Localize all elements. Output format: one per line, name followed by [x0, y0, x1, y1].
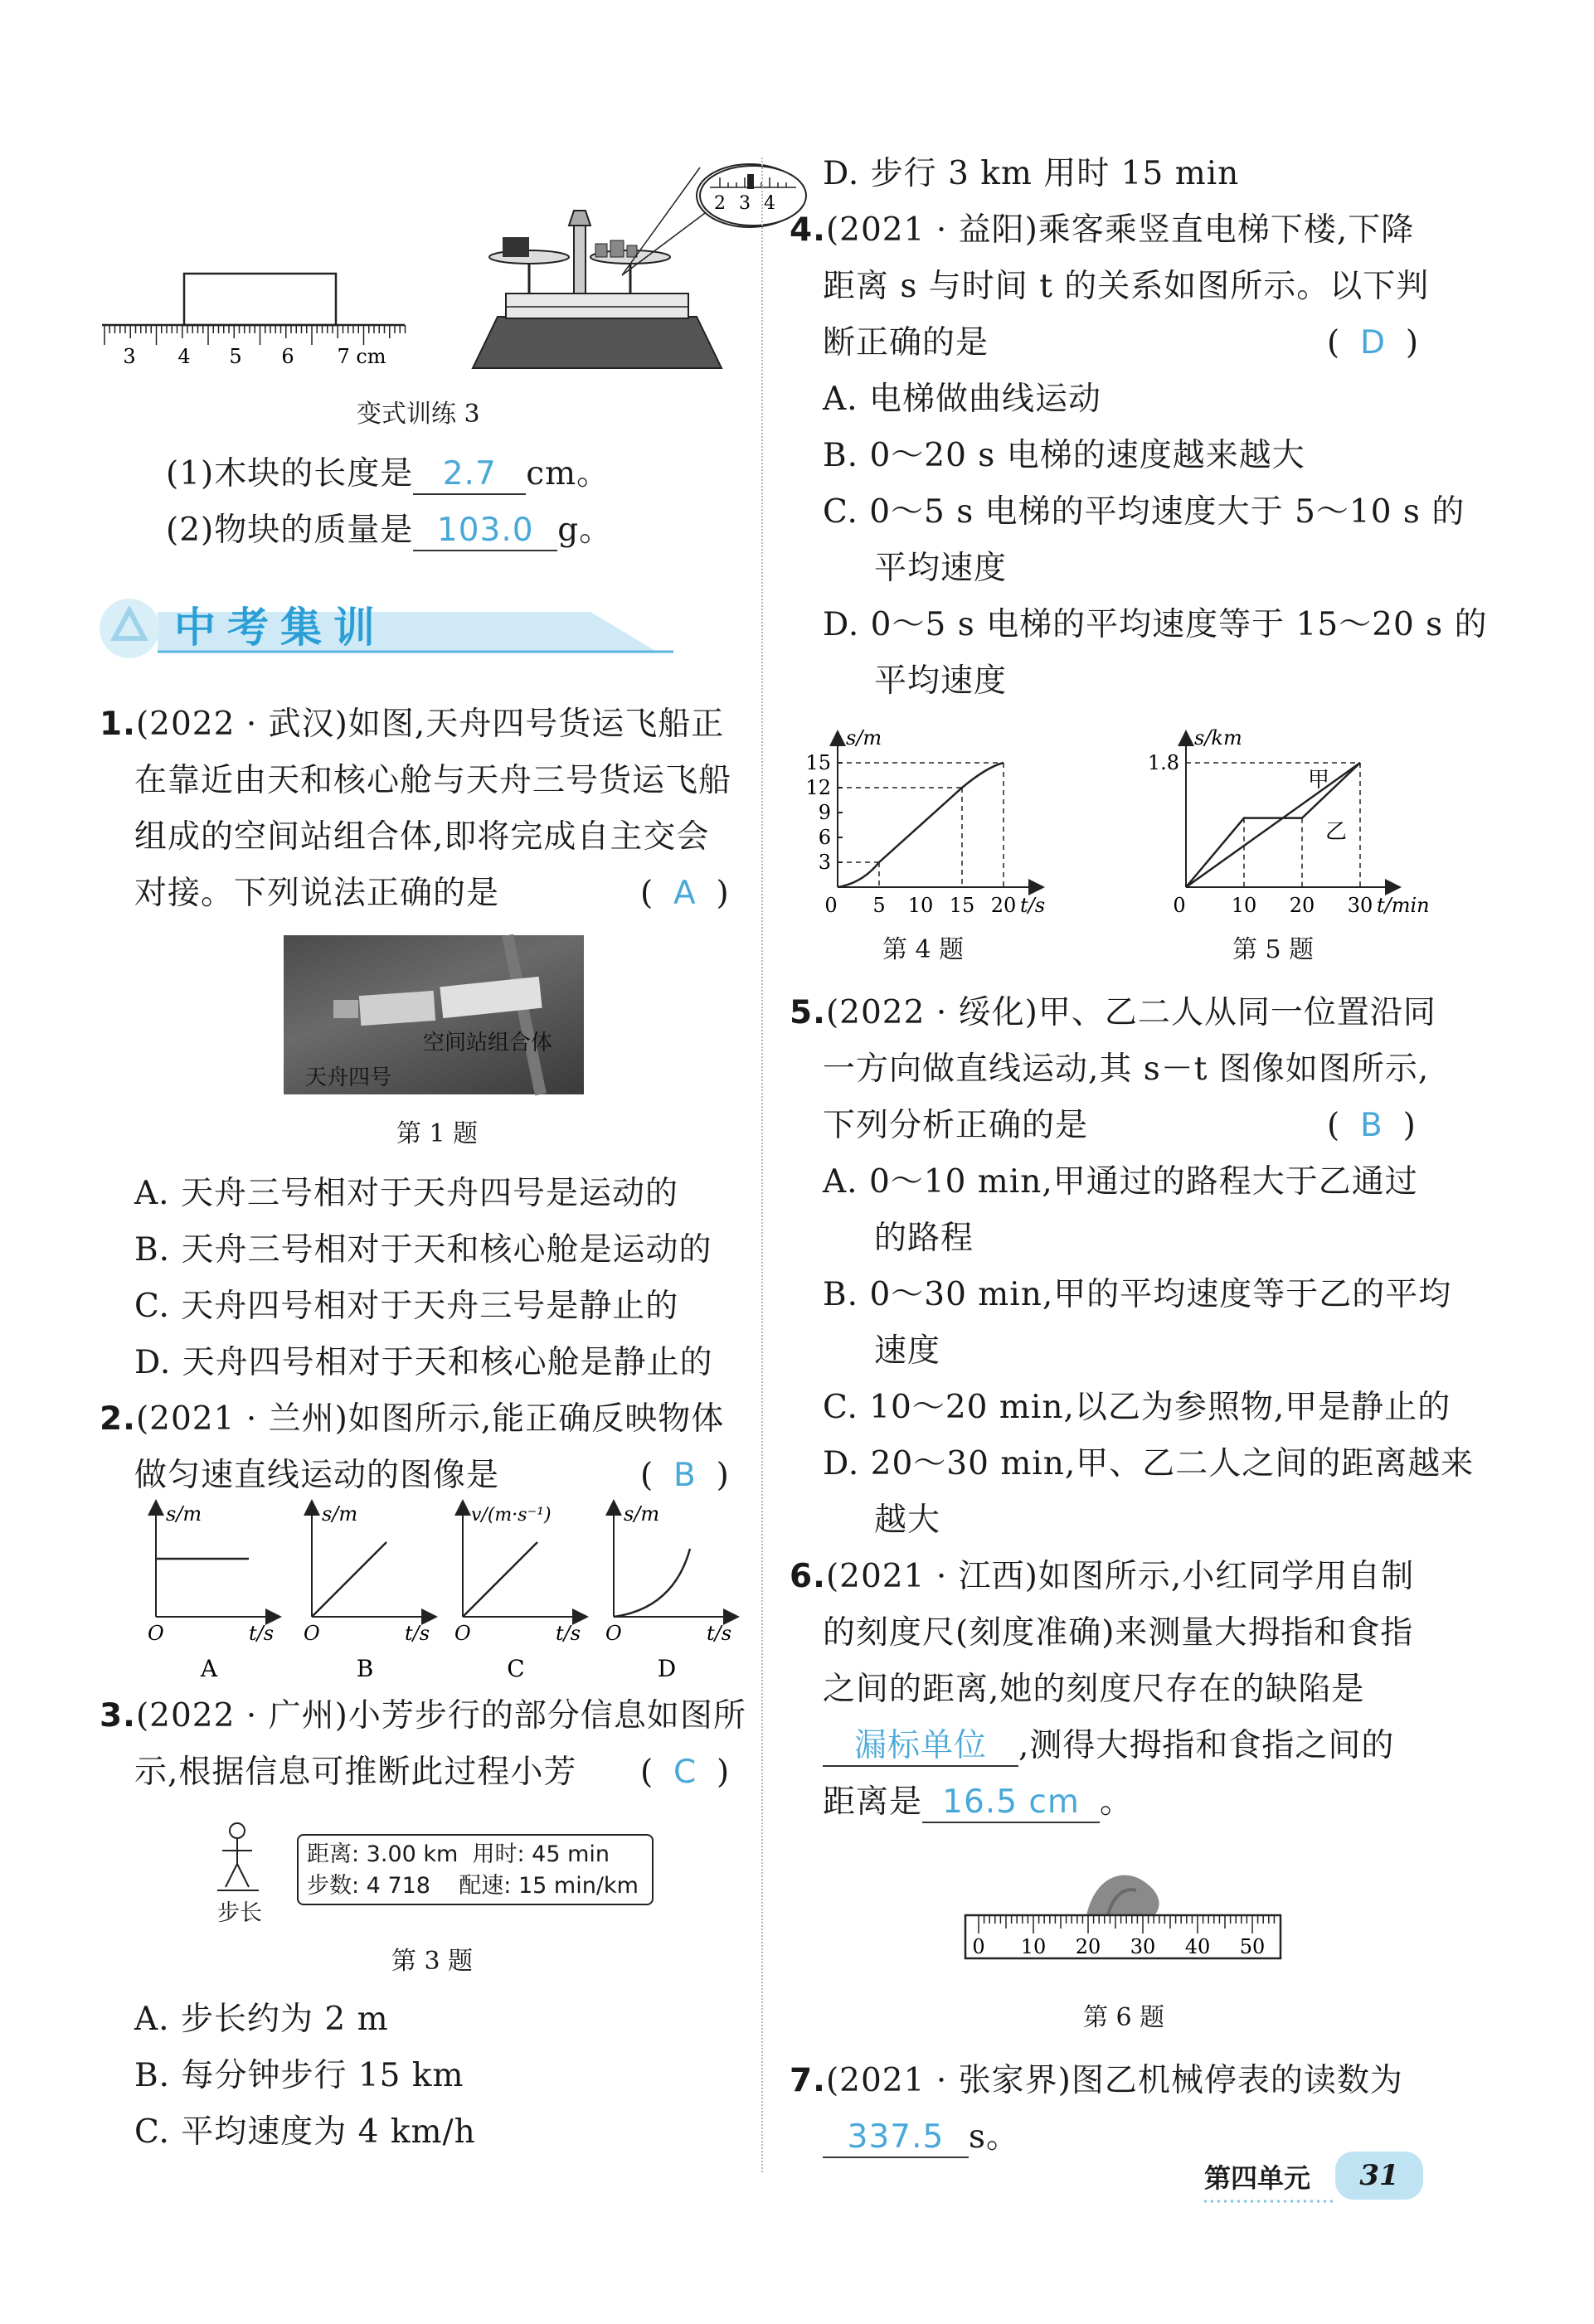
q2-graph-b — [304, 1502, 430, 1682]
q6-tick-30: 30 — [1130, 1935, 1156, 1958]
q4-option-d: D. 0～5 s 电梯的平均速度等于 15～20 s 的 — [823, 606, 1488, 643]
q2-answer-paren: ( B ) — [640, 1457, 729, 1494]
q2-answer: B — [673, 1457, 696, 1494]
walk-info-line-1: 距离: 3.00 km 用时: 45 min — [307, 1841, 610, 1867]
q5-option-b-cont: 速度 — [874, 1332, 941, 1370]
walk-info-box — [297, 1834, 654, 1905]
q4-option-d-cont: 平均速度 — [874, 662, 1008, 700]
q5-option-a-cont: 的路程 — [874, 1220, 974, 1257]
footer-dots — [1204, 2199, 1337, 2204]
graph-d-xlabel: t/s — [707, 1622, 732, 1645]
zoom-tick-2: 2 — [714, 193, 726, 214]
graph-d-origin: O — [605, 1622, 622, 1645]
variant-q2-line — [166, 502, 612, 559]
graph-a-xlabel: t/s — [249, 1622, 275, 1645]
q1-number: 1. — [100, 706, 136, 743]
step-length-label: 步长 — [217, 1900, 262, 1926]
ruler-body — [965, 1915, 1281, 1958]
q6-tick-20: 20 — [1075, 1935, 1101, 1958]
q4-ytick-12: 12 — [805, 776, 831, 799]
q3-option-b: B. 每分钟步行 15 km — [134, 2057, 464, 2094]
q5-option-c: C. 10～20 min,以乙为参照物,甲是静止的 — [823, 1389, 1451, 1426]
q2-graph-d — [605, 1502, 731, 1682]
q5-line-2: 一方向做直线运动,其 s－t 图像如图所示, — [823, 1050, 1430, 1088]
q4-ytick-9: 9 — [818, 801, 831, 824]
q5-xlabel: t/min — [1377, 894, 1430, 917]
footer-unit-label: 第四单元 — [1204, 2162, 1311, 2194]
q4-xtick-15: 15 — [949, 894, 975, 917]
q3-line-1 — [100, 1688, 746, 1744]
q5-option-b: B. 0～30 min,甲的平均速度等于乙的平均 — [823, 1276, 1452, 1313]
q1-line-3: 组成的空间站组合体,即将完成自主交会 — [134, 818, 710, 856]
q1-answer: A — [673, 875, 696, 912]
q3-option-c: C. 平均速度为 4 km/h — [134, 2113, 476, 2151]
q5-legend-jia: 甲 — [1308, 768, 1330, 793]
q4-chart — [796, 721, 1062, 920]
q1-caption: 第 1 题 — [396, 1119, 479, 1148]
q5-chart — [1120, 713, 1430, 920]
q6-number: 6. — [790, 1558, 826, 1595]
graph-d-label: D — [657, 1655, 677, 1682]
graph-c-xlabel: t/s — [556, 1622, 581, 1645]
photo-label-tianzhou4: 天舟四号 — [305, 1065, 392, 1090]
q4-origin: 0 — [824, 894, 838, 917]
variant-q1-suffix: cm。 — [526, 455, 610, 492]
q4-xtick-20: 20 — [990, 894, 1017, 917]
q4-answer: D — [1360, 324, 1386, 361]
wood-block — [184, 274, 336, 325]
q1-line-1 — [100, 696, 724, 753]
q7-line-1 — [790, 2053, 1403, 2109]
q6-line-5 — [823, 1774, 1133, 1831]
graph-c-ylabel: v/(m·s⁻¹) — [471, 1505, 552, 1526]
q1-line-4: 对接。下列说法正确的是 — [134, 875, 500, 912]
q4-line-2: 距离 s 与时间 t 的关系如图所示。以下判 — [823, 268, 1430, 305]
graph-c-line — [463, 1542, 537, 1617]
q4-text-1: (2021 · 益阳)乘客乘竖直电梯下楼,下降 — [825, 211, 1415, 249]
zoom-tick-4: 4 — [764, 193, 775, 214]
q5-legend-yi: 乙 — [1325, 819, 1348, 845]
q4-xlabel: t/s — [1020, 894, 1046, 917]
zoom-tick-3: 3 — [739, 193, 751, 214]
variant-q2-suffix: g。 — [557, 512, 613, 549]
q7-suffix: s。 — [969, 2118, 1020, 2156]
q2-graph-a — [148, 1502, 274, 1682]
q6-tick-40: 40 — [1184, 1935, 1211, 1958]
q5-number: 5. — [790, 994, 826, 1031]
recycle-icon — [100, 599, 159, 658]
ruler-tick-4: 4 — [177, 345, 191, 368]
q5-ylabel: s/km — [1194, 726, 1242, 750]
variant-q1-prefix: (1)木块的长度是 — [166, 455, 414, 492]
ruler-tick-3: 3 — [123, 345, 136, 368]
q6-line-2: 的刻度尺(刻度准确)来测量大拇指和食指 — [823, 1614, 1414, 1652]
walker-icon — [209, 1821, 269, 1897]
q6-line-4 — [823, 1718, 1394, 1774]
q6-line-1 — [790, 1549, 1414, 1605]
q3-caption: 第 3 题 — [391, 1947, 474, 1976]
q3-number: 3. — [100, 1697, 136, 1735]
q4-ylabel: s/m — [846, 726, 882, 750]
q5-answer-paren: ( B ) — [1327, 1107, 1416, 1144]
q3-line-2: 示,根据信息可推断此过程小芳 — [134, 1754, 577, 1791]
q2-graphs — [133, 1501, 746, 1691]
q4-ytick-3: 3 — [818, 851, 831, 874]
finger-ruler-figure — [962, 1854, 1285, 1962]
q3-answer-paren: ( C ) — [640, 1754, 730, 1791]
column-divider — [761, 158, 763, 2172]
q2-line-1 — [100, 1391, 724, 1448]
q4-option-c-cont: 平均速度 — [874, 550, 1008, 587]
q5-caption: 第 5 题 — [1232, 935, 1315, 964]
q3-text-1: (2022 · 广州)小芳步行的部分信息如图所 — [135, 1697, 746, 1735]
q5-option-a: A. 0～10 min,甲通过的路程大于乙通过 — [823, 1163, 1418, 1201]
graph-a-origin: O — [148, 1622, 164, 1645]
q6-caption: 第 6 题 — [1083, 2003, 1165, 2032]
variant-q2-prefix: (2)物块的质量是 — [166, 512, 414, 549]
q4-option-c: C. 0～5 s 电梯的平均速度大于 5～10 s 的 — [823, 493, 1465, 531]
variant-q1-line — [166, 446, 610, 502]
section-title: 中考集训 — [174, 604, 386, 652]
q2-text-1: (2021 · 兰州)如图所示,能正确反映物体 — [135, 1400, 725, 1438]
photo-label-station: 空间站组合体 — [423, 1031, 553, 1055]
q4-answer-paren: ( D ) — [1327, 324, 1419, 361]
q6-tick-0: 0 — [972, 1935, 985, 1958]
graph-d-curve — [614, 1549, 690, 1617]
space-station-photo — [284, 935, 584, 1094]
q4-line-3: 断正确的是 — [823, 324, 989, 361]
graph-b-origin: O — [304, 1622, 320, 1645]
walk-info-line-2: 步数: 4 718 配速: 15 min/km — [307, 1873, 639, 1899]
q4-option-a: A. 电梯做曲线运动 — [823, 381, 1101, 418]
q5-xtick-30: 30 — [1347, 894, 1373, 917]
variant-q1-answer: 2.7 — [413, 455, 526, 495]
q1-option-c: C. 天舟四号相对于天舟三号是静止的 — [134, 1288, 679, 1325]
q3-answer: C — [673, 1754, 697, 1791]
q7-line-2 — [823, 2109, 1019, 2166]
q4-xtick-5: 5 — [872, 894, 886, 917]
wood-block-ruler-figure — [98, 257, 413, 381]
q5-answer: B — [1360, 1107, 1383, 1144]
q6-line-5-suffix: 。 — [1100, 1783, 1134, 1821]
q5-origin: 0 — [1173, 894, 1186, 917]
q4-line-1 — [790, 202, 1414, 259]
q4-series-line — [838, 763, 1004, 887]
graph-a-label: A — [200, 1655, 218, 1682]
q4-option-b: B. 0～20 s 电梯的速度越来越大 — [823, 437, 1305, 474]
object-block — [503, 237, 529, 257]
variant-caption: 变式训练 3 — [357, 400, 480, 429]
q2-line-2: 做匀速直线运动的图像是 — [134, 1457, 500, 1494]
ruler-tick-7cm: 7 cm — [337, 345, 386, 368]
q5-xtick-20: 20 — [1289, 894, 1315, 917]
q6-tick-50: 50 — [1239, 1935, 1266, 1958]
graph-c-origin: O — [454, 1622, 471, 1645]
q5-option-d: D. 20～30 min,甲、乙二人之间的距离越来 — [823, 1445, 1475, 1482]
q6-text-1: (2021 · 江西)如图所示,小红同学用自制 — [825, 1558, 1415, 1595]
graph-b-line — [312, 1542, 386, 1617]
graph-b-label: B — [356, 1655, 374, 1682]
graph-d-ylabel: s/m — [624, 1502, 660, 1526]
q1-option-d: D. 天舟四号相对于天和核心舱是静止的 — [134, 1344, 713, 1381]
q6-answer-1: 漏标单位 — [823, 1727, 1018, 1767]
q1-answer-paren: ( A ) — [640, 875, 729, 912]
q6-tick-10: 10 — [1020, 1935, 1047, 1958]
q6-answer-2: 16.5 cm — [922, 1783, 1100, 1823]
q6-line-3: 之间的距离,她的刻度尺存在的缺陷是 — [823, 1671, 1365, 1708]
q4-ytick-15: 15 — [805, 751, 831, 774]
q5-xtick-10: 10 — [1231, 894, 1257, 917]
q1-text-1: (2022 · 武汉)如图,天舟四号货运飞船正 — [135, 706, 725, 743]
q7-answer: 337.5 — [823, 2118, 969, 2158]
rider-marker — [747, 174, 754, 189]
ruler-tick-6: 6 — [281, 345, 294, 368]
q4-xtick-10: 10 — [907, 894, 934, 917]
q6-line-5-prefix: 距离是 — [823, 1783, 923, 1821]
q5-ytick-1.8: 1.8 — [1147, 751, 1179, 774]
q1-option-a: A. 天舟三号相对于天舟四号是运动的 — [134, 1175, 678, 1212]
ruler-tick-5: 5 — [229, 345, 242, 368]
q7-text-1: (2021 · 张家界)图乙机械停表的读数为 — [825, 2062, 1403, 2099]
q4-ytick-6: 6 — [818, 826, 831, 849]
graph-a-ylabel: s/m — [166, 1502, 202, 1526]
q4-caption: 第 4 题 — [882, 935, 965, 964]
q1-line-2: 在靠近由天和核心舱与天舟三号货运飞船 — [134, 762, 732, 799]
q3-option-a: A. 步长约为 2 m — [134, 2001, 389, 2038]
q5-text-1: (2022 · 绥化)甲、乙二人从同一位置沿同 — [825, 994, 1436, 1031]
q5-option-d-cont: 越大 — [874, 1502, 941, 1539]
q7-number: 7. — [790, 2062, 826, 2099]
graph-b-xlabel: t/s — [405, 1622, 430, 1645]
q3-option-d: D. 步行 3 km 用时 15 min — [823, 155, 1240, 192]
q4-number: 4. — [790, 211, 826, 249]
hand-silhouette — [1086, 1875, 1159, 1915]
graph-b-ylabel: s/m — [322, 1502, 358, 1526]
q2-number: 2. — [100, 1400, 136, 1438]
q5-line-1 — [790, 985, 1436, 1041]
graph-c-label: C — [507, 1655, 525, 1682]
q6-line-4-suffix: ,测得大拇指和食指之间的 — [1018, 1727, 1395, 1764]
variant-q2-answer: 103.0 — [413, 512, 557, 551]
q1-option-b: B. 天舟三号相对于天和核心舱是运动的 — [134, 1231, 712, 1269]
q5-line-3: 下列分析正确的是 — [823, 1107, 1089, 1144]
page-number: 31 — [1335, 2152, 1423, 2200]
q2-graph-c — [454, 1505, 581, 1682]
